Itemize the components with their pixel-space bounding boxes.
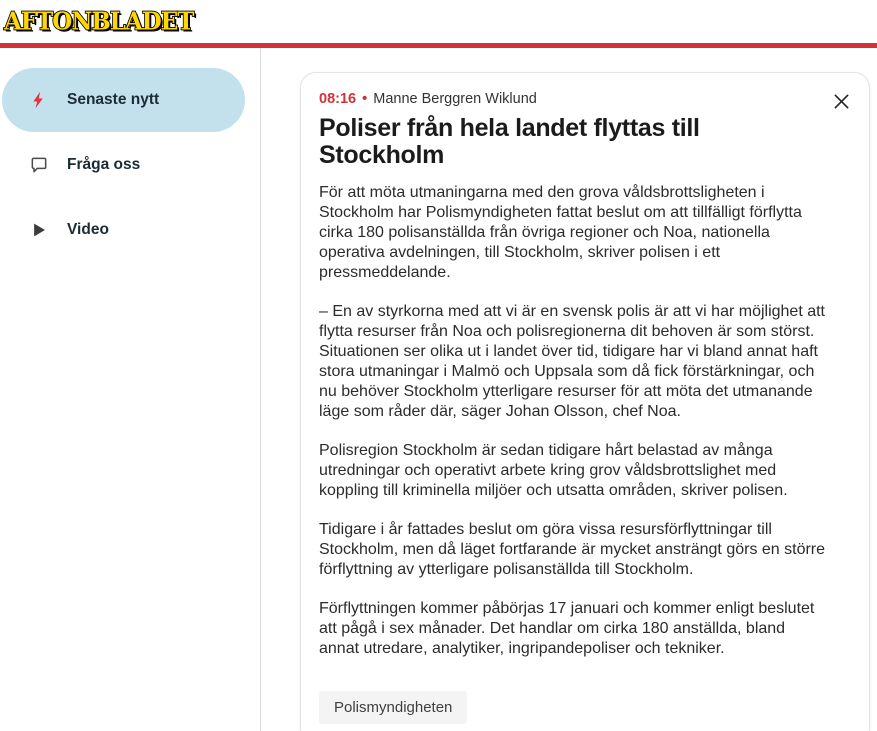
sidebar-item-label: Senaste nytt [67,91,160,108]
article-paragraph: För att möta utmaningarna med den grova våldsbrottsligheten i Stockholm har Polismyndigheten fattat beslut om att tillfälligt förflytta cirka 180 polisanställda från övriga regioner och Noa, nationella operativa avdelningen, till Stockholm, skriver polisen i ett pressmeddelande. [319,184,802,281]
header [0,0,877,48]
article-meta [319,90,827,108]
timestamp: 08:16 [319,91,357,107]
close-icon [832,92,851,111]
article-body [319,183,827,659]
close-button[interactable] [829,89,853,113]
sidebar-item-senaste-nytt[interactable] [2,68,245,132]
play-icon [28,219,50,241]
article-paragraph: Förflyttningen kommer påbörjas 17 januari och kommer enligt beslutet att pågå i sex månader. Det handlar om cirka 180 anställda, bland annat utredare, analytiker, ingripandepoliser och tekniker. [319,600,815,657]
sidebar [0,48,261,731]
author-name: Manne Berggren Wiklund [373,91,537,107]
content-area [0,48,877,731]
sidebar-item-video[interactable] [2,198,245,262]
sidebar-item-label: Video [67,221,109,238]
article-headline: Poliser från hela landet flyttas till Stockholm [319,114,700,169]
aftonbladet-logo[interactable]: AFTONBLADET [4,7,194,36]
lightning-icon [28,89,50,111]
main-area [261,48,877,731]
sidebar-item-label: Fråga oss [67,156,141,173]
sidebar-item-fraga-oss[interactable] [2,133,245,197]
article-paragraph: – En av styrkorna med att vi är en svensk polis är att vi har möjlighet att flytta resurser från Noa och polisregionerna dit behoven är som störst. Situationen ser olika ut i landet över tid, tidigare har vi bland annat haft stora utmaningar i Malmö och Uppsala som då fick förstärkningar, och nu behöver Stockholm ytterligare resurser för att möta det utmanande läge som råder där, säger Johan Olsson, chef Noa. [319,303,825,420]
article-paragraph: Tidigare i år fattades beslut om göra vissa resursförflyttningar till Stockholm, men då läget fortfarande är mycket ansträngt görs en större förflyttning av ytterligare polisanställda till Stockholm. [319,521,826,578]
speech-bubble-icon [28,154,50,176]
bullet-separator: • [362,91,368,107]
topic-tag-polismyndigheten[interactable]: Polismyndigheten [319,691,467,724]
news-article-card [300,72,870,731]
article-paragraph: Polisregion Stockholm är sedan tidigare hårt belastad av många utredningar och operativt arbete kring grov våldsbrottslighet med koppling till kriminella miljöer och utsatta områden, skriver polisen. [319,442,788,499]
